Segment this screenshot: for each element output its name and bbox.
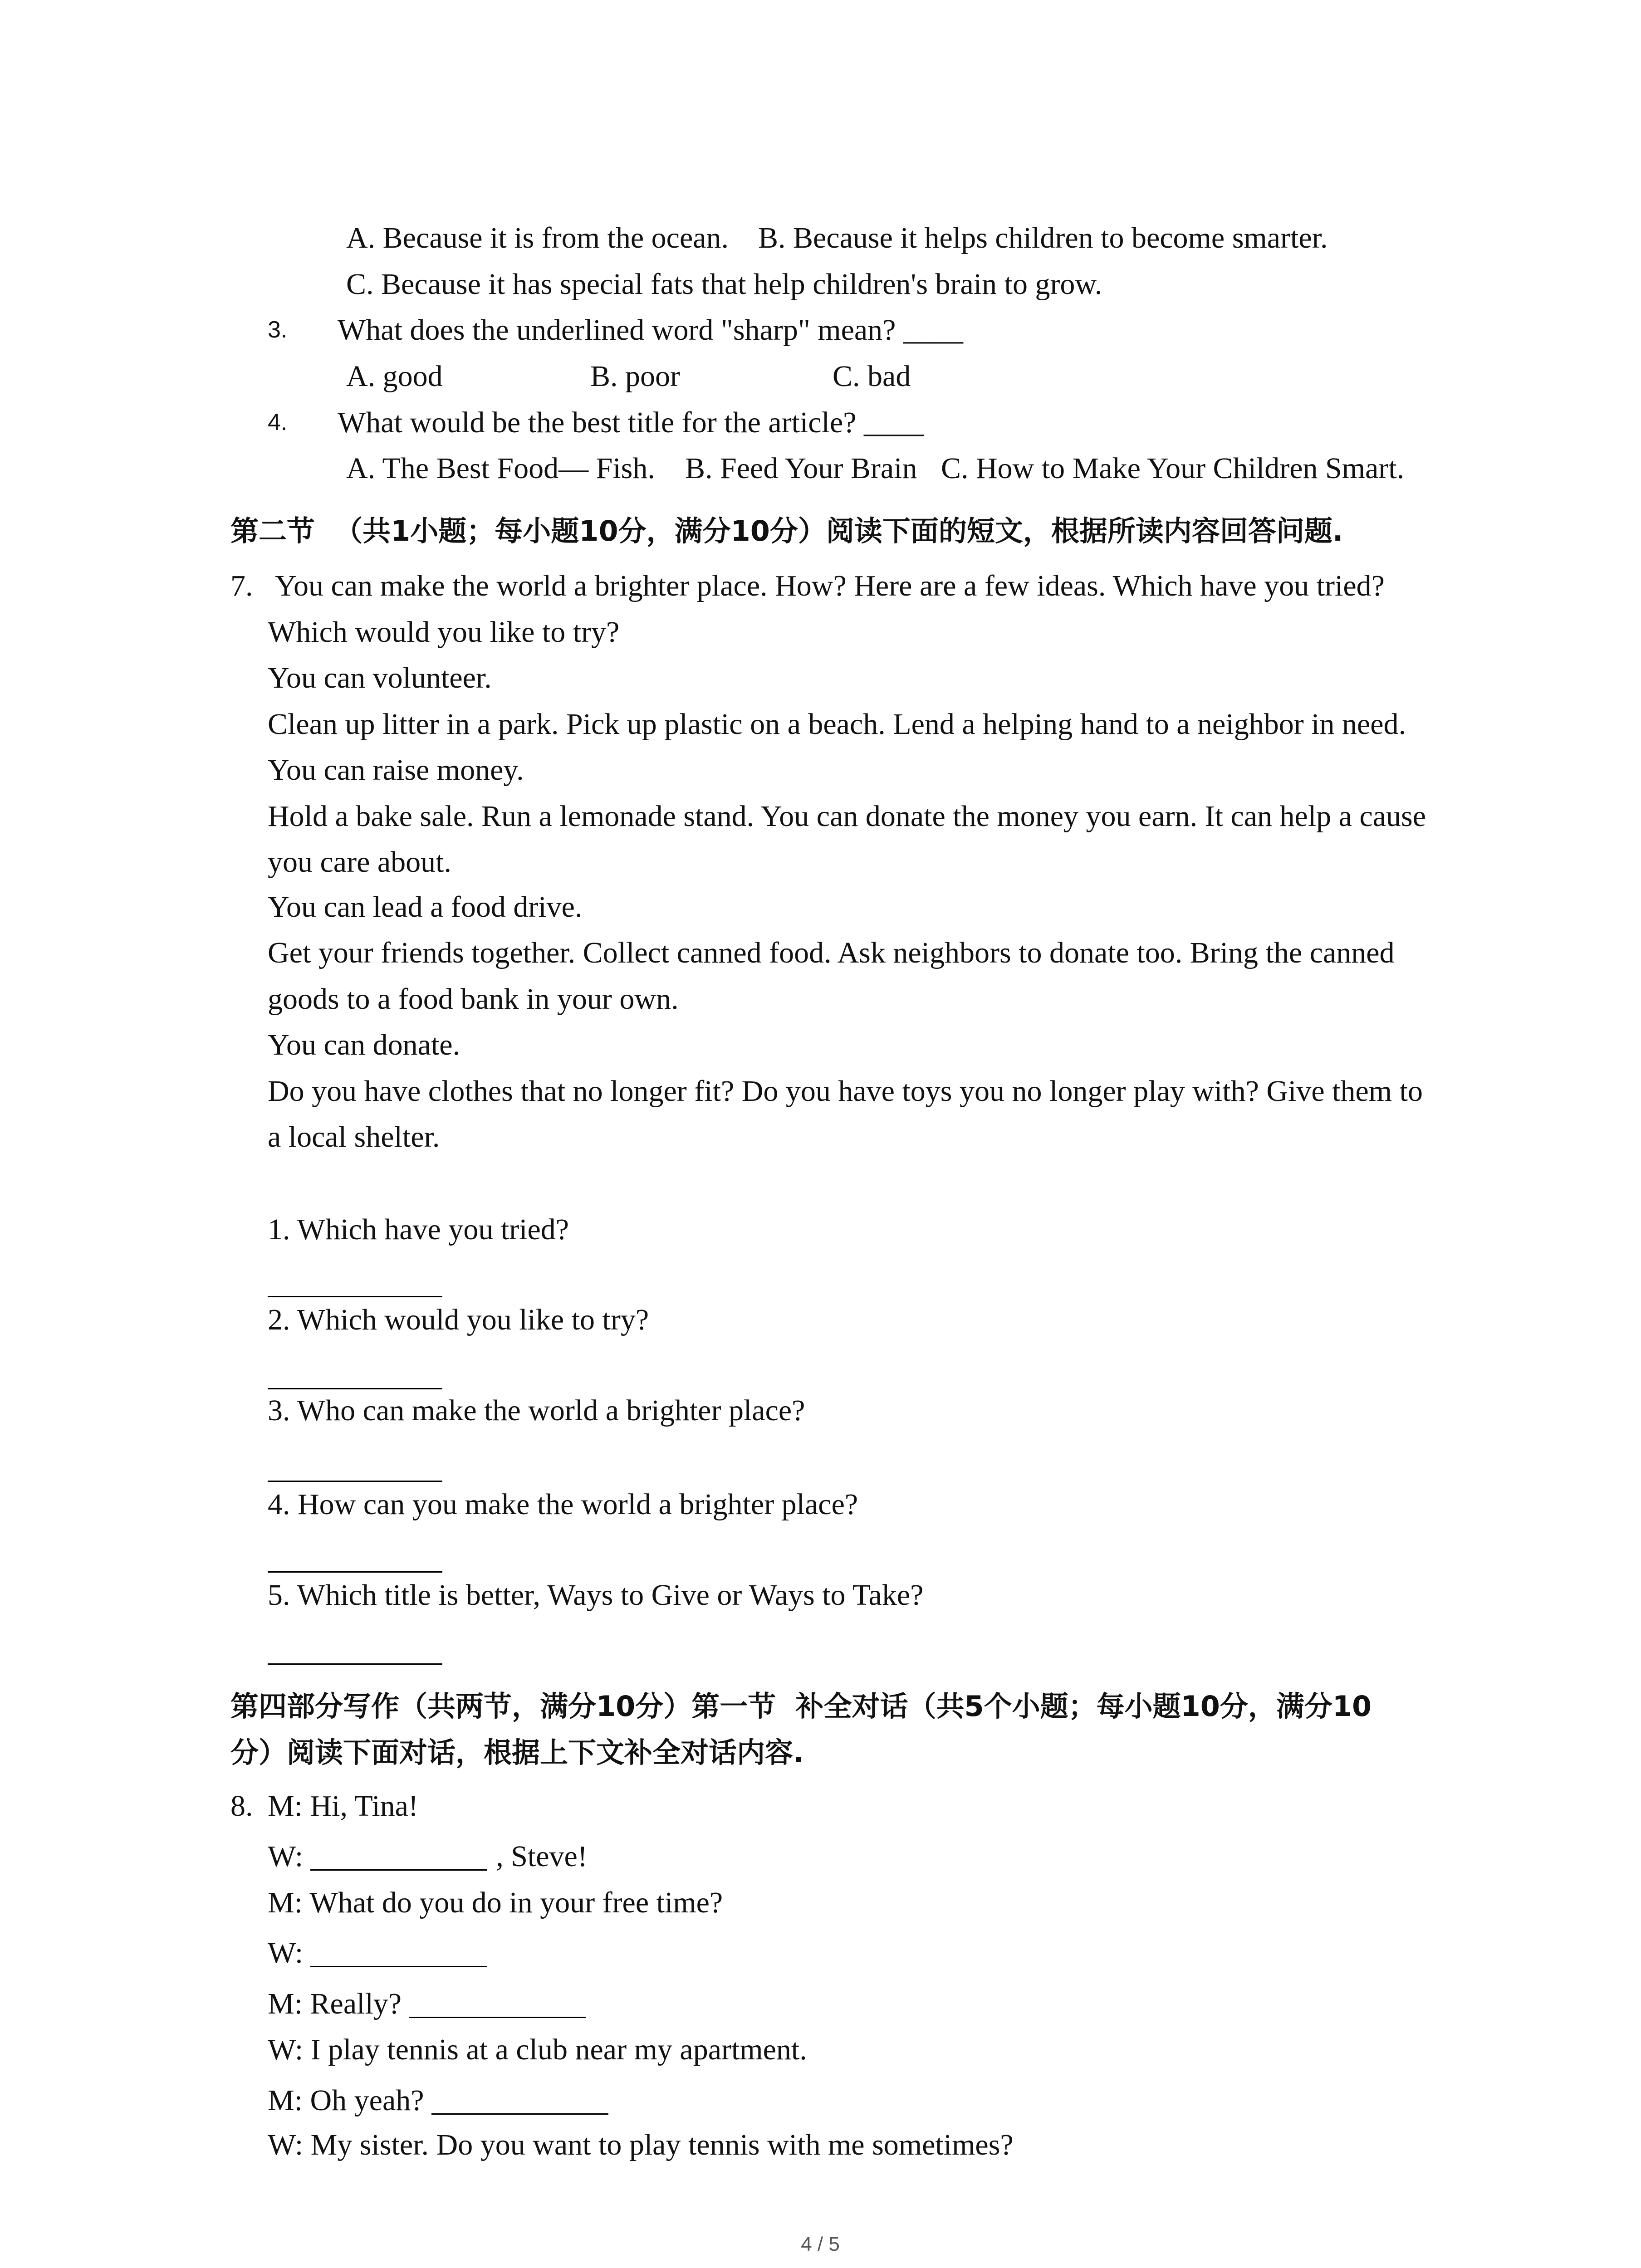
q4-option-b: B. Feed Your Brain [685,452,917,485]
passage-line: Hold a bake sale. Run a lemonade stand. You can donate the money you earn. It can help a cause [268,800,1426,833]
passage-line: Get your friends together. Collect canned food. Ask neighbors to donate too. Bring the canned [268,936,1395,969]
q4-option-c: C. How to Make Your Children Smart. [941,452,1405,485]
q3-number: 3. [268,317,288,343]
answer-blank [268,1663,442,1665]
comprehension-question: 2. Which would you like to try? [268,1303,649,1336]
dialogue-blank [310,1966,487,1967]
q3-option-b: B. poor [590,360,680,393]
section4-heading-continued: 分）阅读下面对话，根据上下文补全对话内容. [230,1736,804,1769]
dialogue-after-text: , Steve! [496,1840,588,1873]
dialogue-text: M: Hi, Tina! [268,1789,418,1823]
dialogue-text: W: [268,1936,304,1970]
dialogue-line [268,1930,487,1976]
passage-line: a local shelter. [268,1120,440,1154]
q8-number: 8. [230,1789,253,1823]
dialogue-blank [431,2113,608,2115]
q3-stem: What does the underlined word "sharp" mean? ____ [338,313,963,347]
dialogue-text: M: What do you do in your free time? [268,1886,723,1919]
passage-line: You can lead a food drive. [268,890,583,924]
dialogue-blank [409,2017,586,2018]
dialogue-line [268,2027,807,2072]
comprehension-question: 4. How can you make the world a brighter place? [268,1488,858,1521]
q2-option-a: A. Because it is from the ocean. [346,221,729,254]
dialogue-text: M: Oh yeah? [268,2084,424,2117]
dialogue-line [268,2077,608,2123]
passage-line: Do you have clothes that no longer fit? Do you have toys you no longer play with? Give them to [268,1075,1423,1108]
q3-option-a: A. good [346,360,443,393]
q7-number: 7. [230,569,253,602]
passage-line: You can volunteer. [268,661,492,694]
passage-line: Which would you like to try? [268,616,620,649]
page-number: 4 / 5 [801,2233,840,2255]
passage-line: You can raise money. [268,753,524,787]
comprehension-question: 1. Which have you tried? [268,1213,569,1246]
section2-heading: 第二节 （共1小题；每小题10分，满分10分）阅读下面的短文，根据所读内容回答问题. [230,514,1343,547]
dialogue-text: W: [268,1840,304,1873]
q4-stem: What would be the best title for the article? ____ [338,406,924,439]
comprehension-question: 3. Who can make the world a brighter place? [268,1394,805,1427]
passage-line: Clean up litter in a park. Pick up plastic on a beach. Lend a helping hand to a neighbor in need. [268,708,1406,741]
passage-line: You can donate. [268,1028,460,1061]
dialogue-line [268,2122,1014,2168]
dialogue-line [268,1880,723,1926]
q2-option-b: B. Because it helps children to become smarter. [758,221,1328,254]
q4-option-a: A. The Best Food— Fish. [346,452,655,485]
section4-heading: 第四部分写作（共两节，满分10分）第一节 补全对话（共5个小题；每小题10分，满分10 [230,1690,1372,1723]
dialogue-text: W: My sister. Do you want to play tennis with me sometimes? [268,2128,1014,2161]
q2-option-c: C. Because it has special fats that help children's brain to grow. [346,268,1102,301]
passage-line: You can make the world a brighter place. How? Here are a few ideas. Which have you tried? [275,569,1385,602]
dialogue-line [268,1833,588,1879]
dialogue-blank [310,1869,487,1871]
comprehension-question: 5. Which title is better, Ways to Give or Ways to Take? [268,1579,924,1612]
q3-option-c: C. bad [833,360,911,393]
dialogue-line [268,1783,418,1829]
dialogue-text: W: I play tennis at a club near my apartment. [268,2033,807,2066]
dialogue-text: M: Really? [268,1987,402,2020]
dialogue-line [268,1981,586,2027]
passage-line: goods to a food bank in your own. [268,982,679,1016]
passage-line: you care about. [268,846,451,879]
q4-number: 4. [268,409,288,435]
